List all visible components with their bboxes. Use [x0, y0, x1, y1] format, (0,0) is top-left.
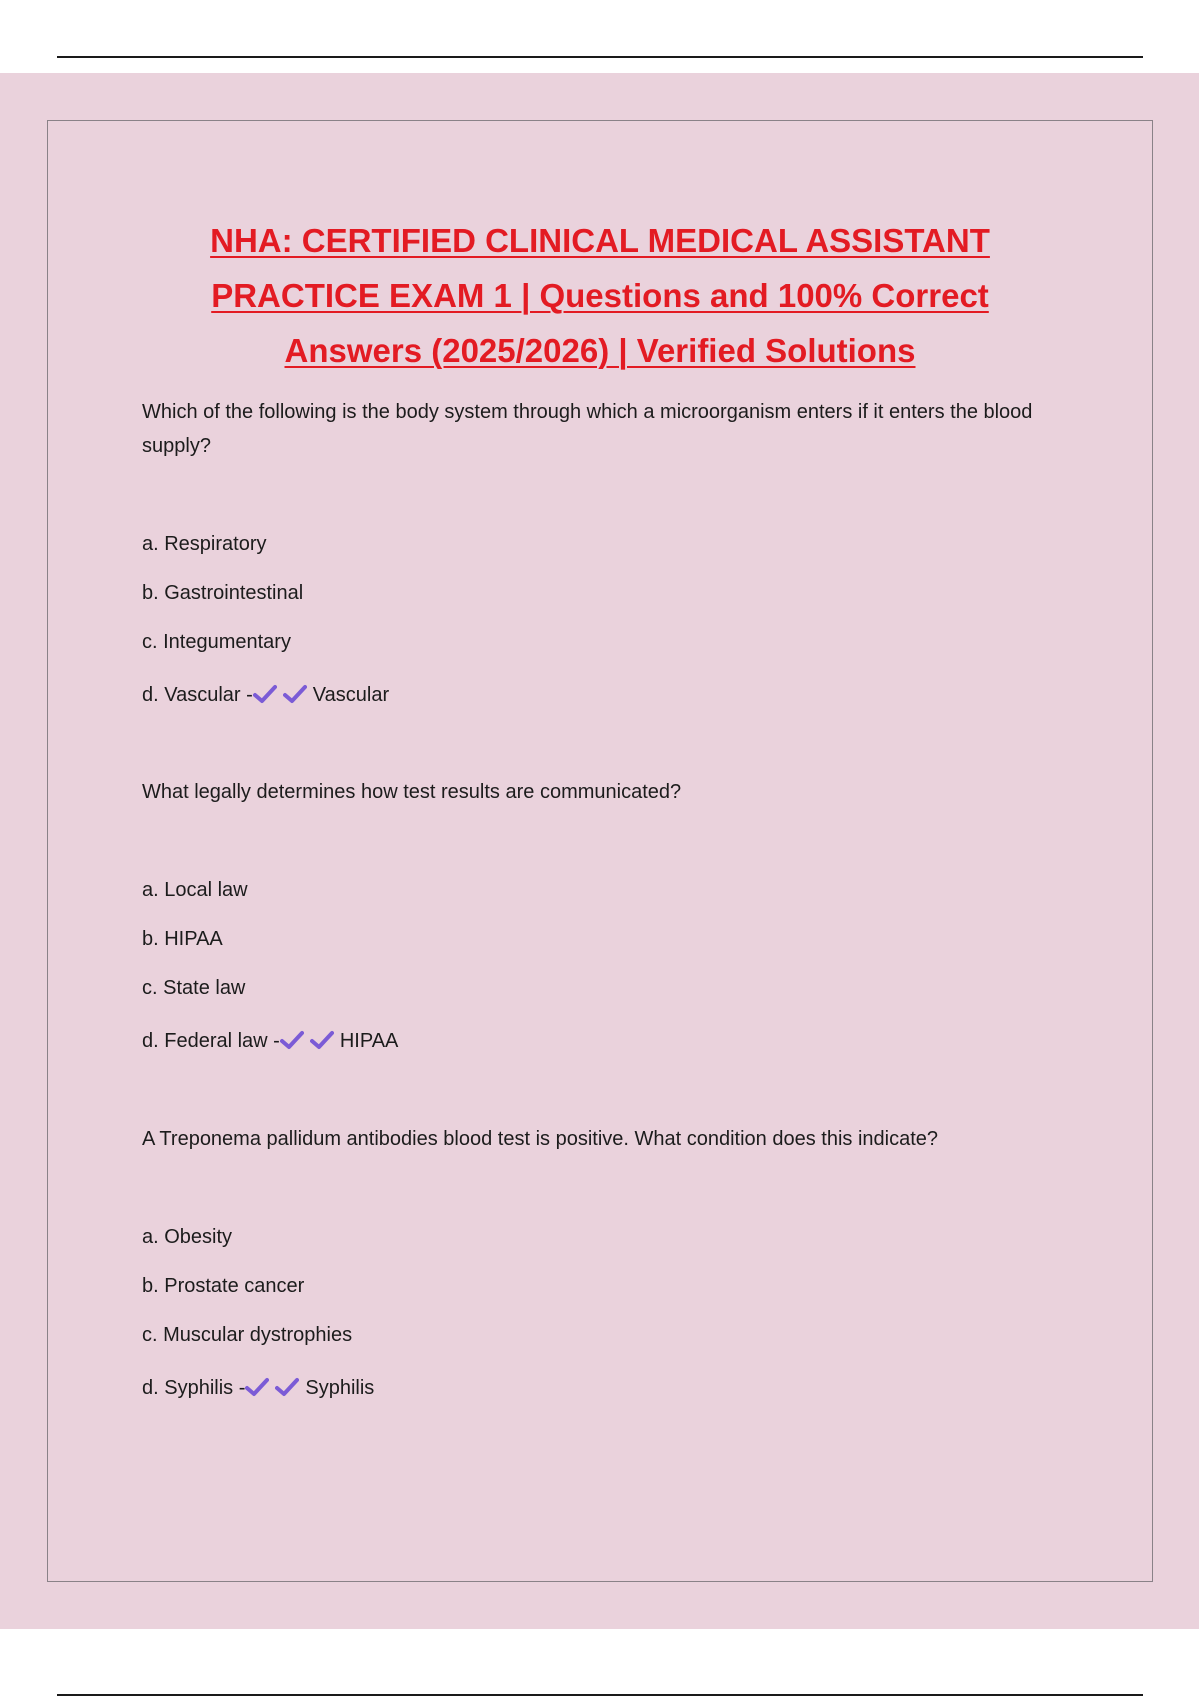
question-3-option-b: b. Prostate cancer: [142, 1275, 305, 1297]
question-1-option-b: b. Gastrointestinal: [142, 582, 304, 604]
question-3-option-d-label: d. Syphilis -: [142, 1377, 246, 1399]
checkmark-icon: [283, 684, 307, 704]
question-2-answer: HIPAA: [339, 1030, 399, 1052]
question-3-option-c: c. Muscular dystrophies: [142, 1324, 353, 1346]
question-2-option-d: [142, 1027, 398, 1055]
question-2-option-a: a. Local law: [142, 879, 248, 901]
question-2-option-d-label: d. Federal law -: [142, 1030, 280, 1052]
question-1-option-d: [142, 681, 389, 709]
checkmark-icon: [310, 1030, 334, 1050]
question-3-text: A Treponema pallidum antibodies blood test is positive. What condition does this indicate?: [142, 1128, 939, 1150]
checkmark-icon: [275, 1377, 299, 1397]
title-line-2: PRACTICE EXAM 1 | Questions and 100% Correct: [211, 277, 989, 314]
question-1-option-a: a. Respiratory: [142, 533, 267, 555]
question-2-option-c: c. State law: [142, 977, 246, 999]
question-1-answer: Vascular: [312, 684, 390, 706]
question-1-text: Which of the following is the body system through which a microorganism enters if it enters the blood supply?: [142, 401, 1033, 457]
question-2-option-b: b. HIPAA: [142, 928, 223, 950]
question-2-text: What legally determines how test results are communicated?: [142, 781, 682, 803]
footer-rule: [57, 1694, 1143, 1696]
checkmark-icon: [253, 684, 277, 704]
title-line-3: Answers (2025/2026) | Verified Solutions: [284, 332, 916, 369]
title-line-1: NHA: CERTIFIED CLINICAL MEDICAL ASSISTANT: [210, 222, 990, 259]
question-1-option-d-label: d. Vascular -: [142, 684, 253, 706]
header-rule: [57, 56, 1143, 58]
checkmark-icon: [245, 1377, 269, 1397]
document-title: [150, 213, 1050, 378]
question-3-option-d: [142, 1374, 374, 1402]
question-3-option-a: a. Obesity: [142, 1226, 233, 1248]
question-3-answer: Syphilis: [305, 1377, 375, 1399]
question-1-option-c: c. Integumentary: [142, 631, 291, 653]
checkmark-icon: [280, 1030, 304, 1050]
